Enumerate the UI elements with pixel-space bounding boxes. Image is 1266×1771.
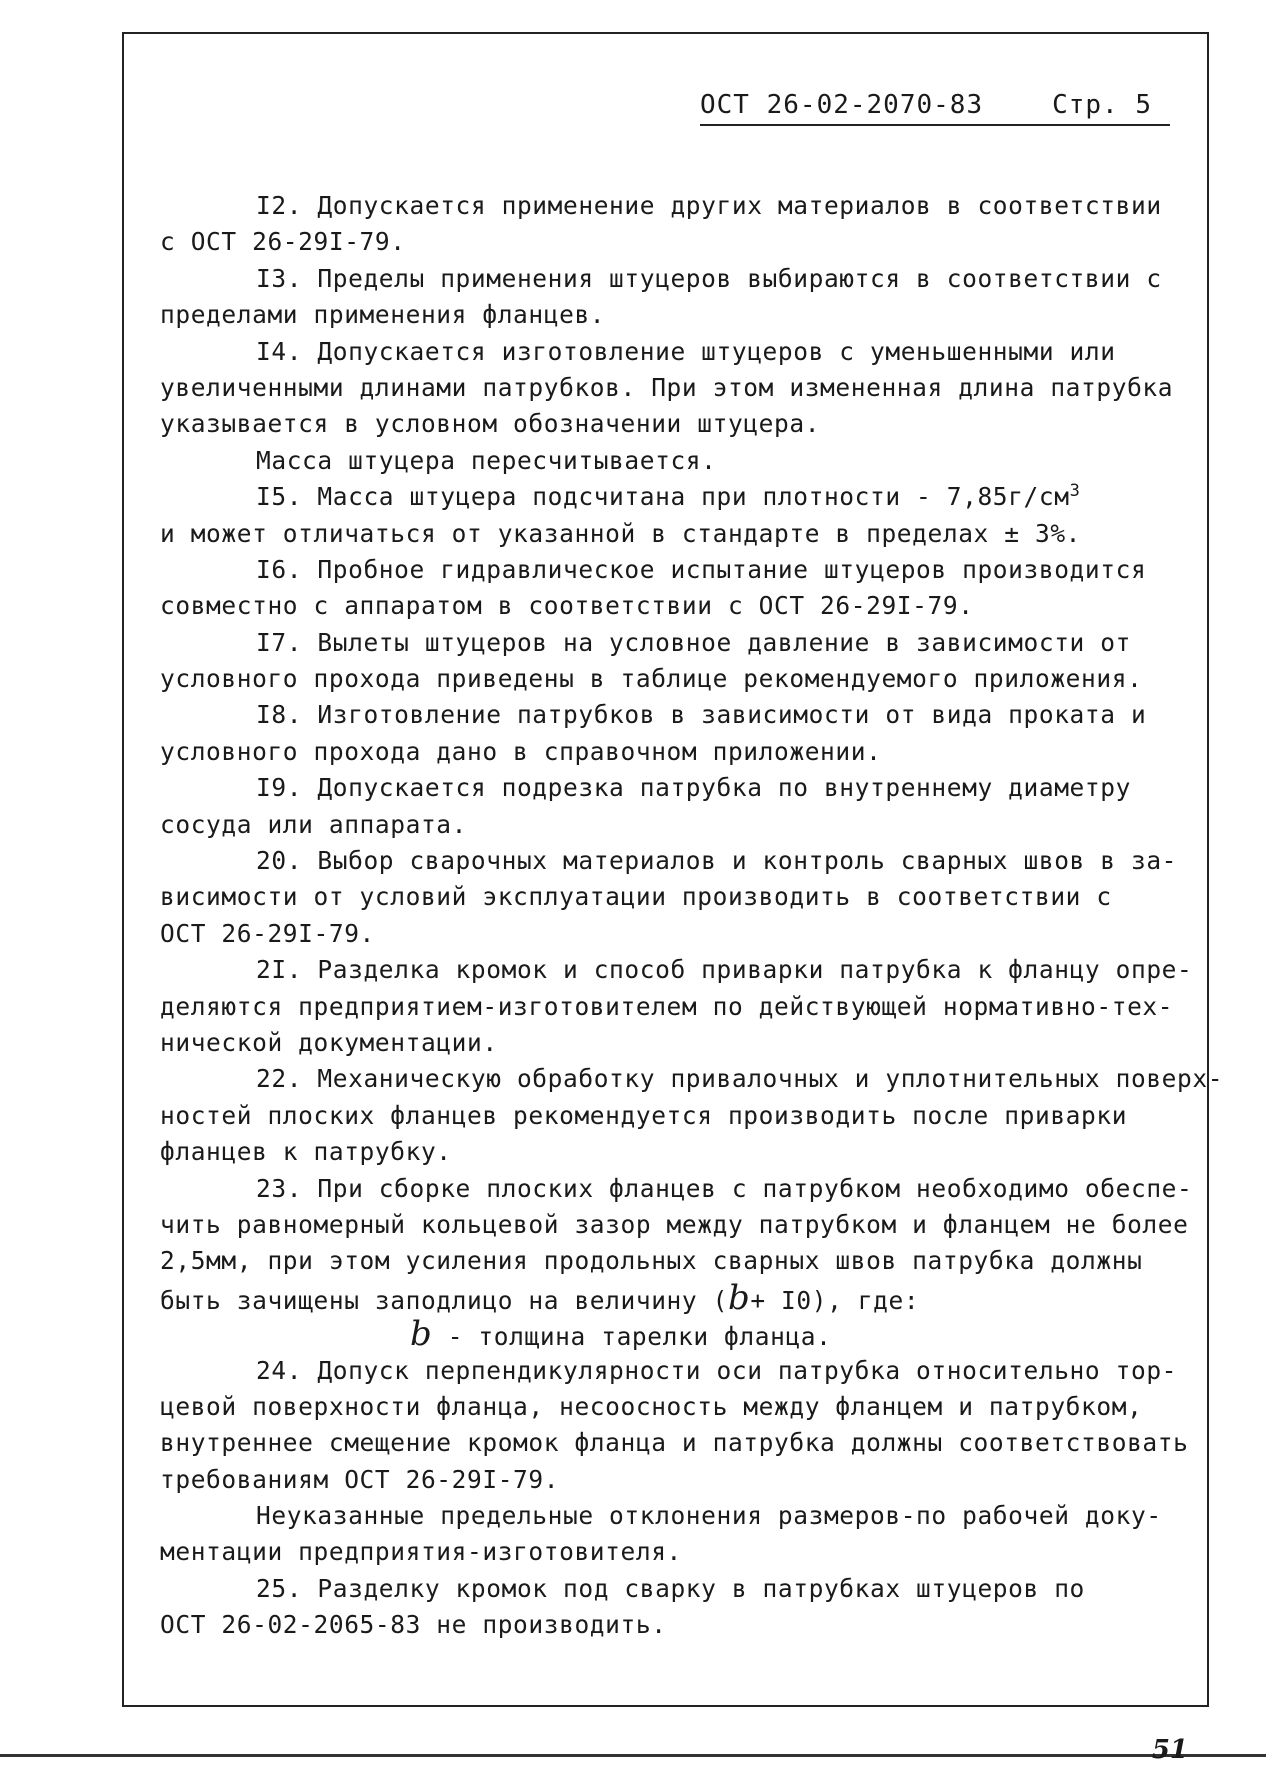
text-line: I2. Допускается применение других материалов в соответствии	[256, 191, 1162, 220]
text-line: быть зачищены заподлицо на величину (b+ I0), где:	[160, 1277, 920, 1318]
document-code: ОСТ 26-02-2070-83	[700, 90, 984, 120]
superscript: 3	[1069, 480, 1081, 501]
text-line: Масса штуцера пересчитывается.	[256, 445, 717, 475]
text-line: ностей плоских фланцев рекомендуется производить после приварки	[160, 1100, 1128, 1130]
text-line: I8. Изготовление патрубков в зависимости от вида проката и	[256, 700, 1147, 730]
text-line: увеличенными длинами патрубков. При этом измененная длина патрубка	[160, 372, 1174, 402]
text-line: пределами применения фланцев.	[160, 300, 606, 330]
text-line: I6. Пробное гидравлическое испытание штуцеров производится	[256, 554, 1147, 584]
handwritten-symbol: b	[410, 1314, 433, 1355]
text-line: I9. Допускается подрезка патрубка по внутреннему диаметру	[256, 773, 1131, 803]
text-line: 22. Механическую обработку привалочных и уплотнительных поверх-	[256, 1064, 1224, 1094]
text-line: I5. Масса штуцера подсчитана при плотности - $7,85г/см^3$	[256, 480, 1081, 512]
page-header	[700, 90, 1170, 126]
bottom-rule	[0, 1754, 1266, 1757]
text-line: сосуда или аппарата.	[160, 809, 468, 839]
text-line: 25. Разделку кромок под сварку в патрубках штуцеров по	[256, 1573, 1085, 1603]
text-line: I3. Пределы применения штуцеров выбираются в соответствии с	[256, 263, 1162, 293]
text-line: нической документации.	[160, 1027, 498, 1057]
document-body	[160, 188, 1224, 1644]
text-line: ОСТ 26-29I-79.	[160, 918, 375, 948]
text-line: I7. Вылеты штуцеров на условное давление в зависимости от	[256, 627, 1131, 657]
text-line: I4. Допускается изготовление штуцеров с уменьшенными или	[256, 336, 1116, 366]
text-line: ментации предприятия-изготовителя.	[160, 1537, 682, 1567]
handwritten-symbol: b	[727, 1277, 751, 1318]
text-line: цевой поверхности фланца, несоосность между фланцем и патрубком,	[160, 1391, 1143, 1421]
text-line: условного прохода приведены в таблице рекомендуемого приложения.	[160, 664, 1143, 694]
page-label: Стр. 5	[1052, 90, 1152, 120]
text-line: чить равномерный кольцевой зазор между патрубком и фланцем не более	[160, 1209, 1189, 1239]
text-line: 24. Допуск перпендикулярности оси патрубка относительно тор-	[256, 1355, 1178, 1385]
text-line: 2,5мм, при этом усиления продольных сварных швов патрубка должны	[160, 1246, 1143, 1276]
text-line: 2I. Разделка кромок и способ приварки патрубка к фланцу опре-	[256, 955, 1193, 985]
text-line: ОСТ 26-02-2065-83 не производить.	[160, 1610, 667, 1640]
text-line: Неуказанные предельные отклонения размеров-по рабочей доку-	[256, 1501, 1162, 1531]
text-line: условного прохода дано в справочном приложении.	[160, 736, 882, 766]
text-line: висимости от условий эксплуатации производить в соответствии с	[160, 882, 1112, 912]
text-line: внутреннее смещение кромок фланца и патрубка должны соответствовать	[160, 1428, 1189, 1458]
text-line: деляются предприятием-изготовителем по действующей нормативно-тех-	[160, 991, 1174, 1021]
text-line: указывается в условном обозначении штуцера.	[160, 409, 821, 439]
text-line: 20. Выбор сварочных материалов и контроль сварных швов в за-	[256, 846, 1178, 876]
text-line: совместно с аппаратом в соответствии с ОСТ 26-29I-79.	[160, 591, 974, 621]
text-line: и может отличаться от указанной в стандарте в пределах ± 3%.	[160, 518, 1082, 548]
text-line: фланцев к патрубку.	[160, 1137, 452, 1167]
text-line: 23. При сборке плоских фланцев с патрубком необходимо обеспе-	[256, 1173, 1193, 1203]
text-line: требованиям ОСТ 26-29I-79.	[160, 1464, 560, 1494]
footer-page-number: 51	[1151, 1735, 1188, 1765]
text-line: b - толщина тарелки фланца.	[410, 1314, 832, 1355]
text-line: с ОСТ 26-29I-79.	[160, 227, 406, 257]
